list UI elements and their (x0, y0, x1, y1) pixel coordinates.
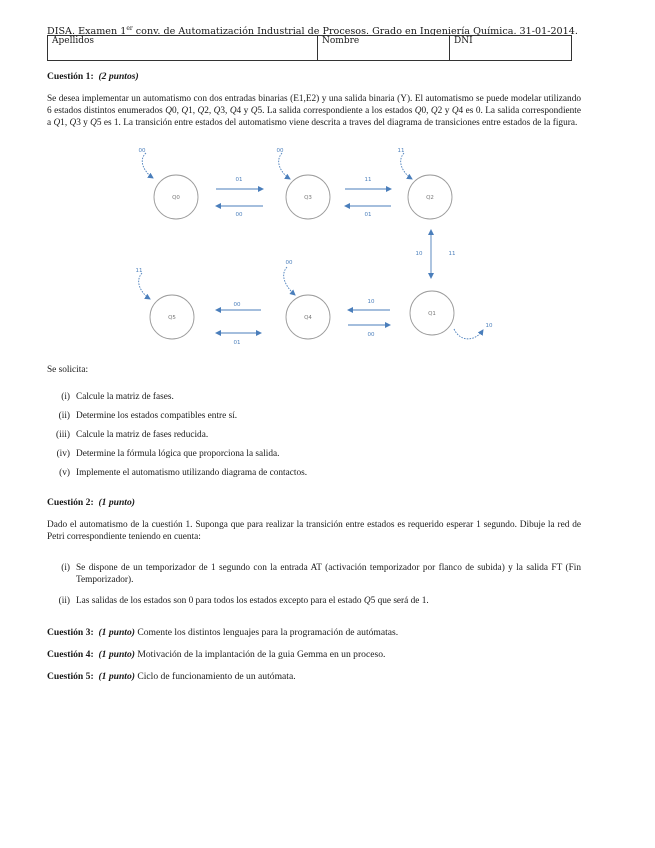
q5-text: Ciclo de funcionamiento de un autómata. (137, 671, 296, 682)
loop-q5 (139, 273, 150, 299)
label-q5-q4: 00 (233, 302, 241, 308)
item-number: (ii) (58, 411, 70, 421)
state-q3-label: Q3 (304, 195, 312, 201)
q1-points: (2 puntos) (98, 71, 139, 82)
item-text: Determine la fórmula lógica que proporciona la salida. (76, 449, 280, 459)
q2-points: (1 punto) (98, 497, 135, 508)
q2-statement: Dado el automatismo de la cuestión 1. Suponga que para realizar la transición entre estados es requerido esperar 1 segundo. Dibuje la red de Petri correspondiente teniendo en cuenta: (47, 520, 581, 542)
label-q1-loop: 10 (485, 323, 493, 329)
label-q1-q2: 10 (415, 251, 423, 257)
label-q3-q0: 00 (235, 212, 243, 218)
q5-title: Cuestión 5: (47, 671, 94, 682)
nombre-label: Nombre (322, 36, 360, 46)
label-q1-q4: 10 (367, 299, 375, 305)
item-number: (iii) (56, 430, 70, 440)
label-q4-q1: 00 (367, 332, 375, 338)
loop-q0 (142, 153, 153, 178)
q5-points: (1 punto) (98, 671, 135, 682)
state-q4-label: Q4 (304, 315, 312, 321)
q4-title: Cuestión 4: (47, 649, 94, 660)
q4-text: Motivación de la implantación de la guia Gemma en un proceso. (137, 649, 386, 660)
state-q2-label: Q2 (426, 195, 434, 201)
q3-points: (1 punto) (98, 627, 135, 638)
label-q2-q3: 01 (364, 212, 372, 218)
item-text: Calcule la matriz de fases. (76, 392, 174, 402)
label-q5-loop: 11 (135, 268, 143, 274)
q2-heading (47, 497, 135, 508)
item-number: (iv) (56, 449, 70, 459)
state-q1-label: Q1 (428, 311, 436, 317)
label-q2-q1: 11 (448, 251, 456, 257)
q3-text: Comente los distintos lenguajes para la programación de autómatas. (137, 627, 399, 638)
apellidos-label: Apellidos (52, 36, 95, 46)
label-q4-q5: 01 (233, 340, 241, 346)
header-rest: conv. de Automatización Industrial de Procesos. Grado en Ingeniería Química. 31-01-2014. (132, 26, 578, 38)
item-number: (ii) (58, 596, 70, 606)
label-q0-q3: 01 (235, 177, 243, 183)
q4-line (47, 649, 581, 660)
header-sup: er (126, 25, 133, 32)
q1-solicita: Se solicita: (47, 365, 89, 375)
q5-line (47, 671, 581, 682)
header-prefix: DISA. Examen 1 (47, 26, 127, 38)
q2-title: Cuestión 2: (47, 497, 94, 508)
state-q5-label: Q5 (168, 315, 176, 321)
label-q2-loop: 11 (397, 148, 405, 154)
loop-q1 (454, 329, 483, 339)
loop-q2 (401, 153, 412, 179)
loop-q3 (279, 153, 290, 179)
dni-label: DNI (454, 36, 473, 46)
state-q0-label: Q0 (172, 195, 180, 201)
item-number: (i) (61, 392, 70, 402)
item-text: Calcule la matriz de fases reducida. (76, 430, 209, 440)
item-text: Las salidas de los estados son 0 para todos los estados excepto para el estado Q5 que será de 1. (76, 596, 429, 606)
item-text: Se dispone de un temporizador de 1 segundo con la entrada AT (activación temporizador por flanco de subida) y la salida FT (Fin Temporizador). (76, 563, 581, 585)
q1-statement: Se desea implementar un automatismo con dos entradas binarias (E1,E2) y una salida binaria (Y). El automatismo se puede modelar utilizando 6 estados distintos enumerados Q0, Q1, Q2, Q3, Q4 y Q5. La salida correspondiente a los estados Q0, Q2 y Q4 es 0. La salida correspondiente a Q1, Q3 y Q5 es 1. La transición entre estados del automatismo viene descrita a traves del diagrama de transiciones entre estados de la figura. (47, 94, 582, 128)
item-text: Determine los estados compatibles entre sí. (76, 411, 238, 421)
q1-title: Cuestión 1: (47, 71, 94, 82)
q3-title: Cuestión 3: (47, 627, 94, 638)
label-q3-q2: 11 (364, 177, 372, 183)
label-q4-loop: 00 (285, 260, 293, 266)
item-number: (i) (61, 563, 70, 573)
item-text: Implemente el automatismo utilizando diagrama de contactos. (76, 468, 308, 478)
loop-q4 (284, 267, 295, 295)
q4-points: (1 punto) (98, 649, 135, 660)
q3-line (47, 627, 581, 638)
item-number: (v) (59, 468, 70, 478)
label-q3-loop: 00 (276, 148, 284, 154)
label-q0-loop: 00 (138, 148, 146, 154)
